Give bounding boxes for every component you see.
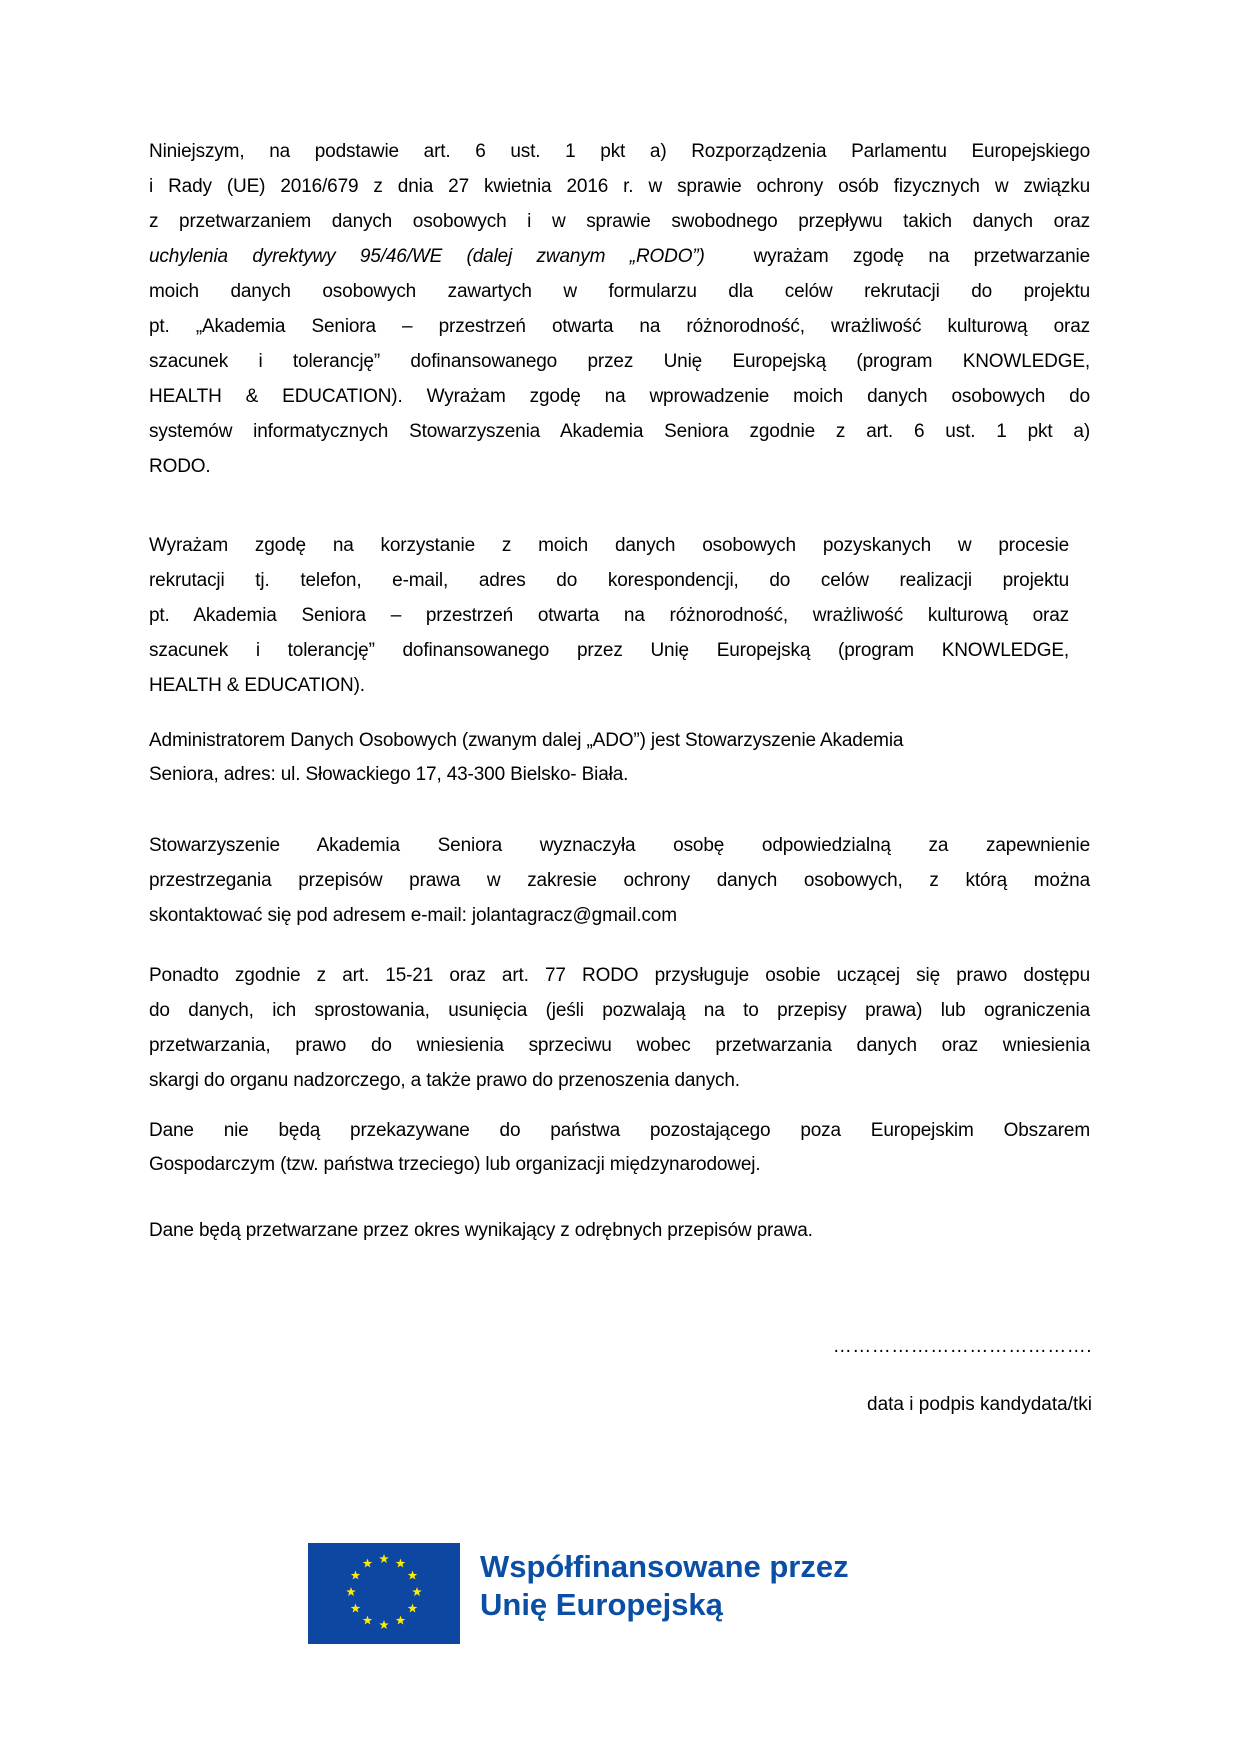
- rodo-definition-italic: uchylenia dyrektywy 95/46/WE (dalej zwanym „RODO”): [149, 246, 705, 267]
- text-line: z przetwarzaniem danych osobowych i w sprawie swobodnego przepływu takich danych oraz: [149, 211, 1090, 232]
- text-line: Gospodarczym (tzw. państwa trzeciego) lub organizacji międzynarodowej.: [149, 1154, 761, 1175]
- text-line: i Rady (UE) 2016/679 z dnia 27 kwietnia 2016 r. w sprawie ochrony osób fizycznych w związku: [149, 176, 1090, 197]
- text-line: HEALTH & EDUCATION). Wyrażam zgodę na wprowadzenie moich danych osobowych do: [149, 386, 1090, 407]
- text-line: Niniejszym, na podstawie art. 6 ust. 1 pkt a) Rozporządzenia Parlamentu Europejskiego: [149, 141, 1090, 162]
- text-line: [149, 239, 1090, 274]
- text-line: Ponadto zgodnie z art. 15-21 oraz art. 77 RODO przysługuje osobie uczącej się prawo dostępu: [149, 965, 1090, 986]
- text-line: moich danych osobowych zawartych w formularzu dla celów rekrutacji do projektu: [149, 281, 1090, 302]
- eu-flag-icon: [308, 1543, 460, 1644]
- text-line: przestrzegania przepisów prawa w zakresie ochrony danych osobowych, z którą można: [149, 870, 1090, 891]
- text-line: do danych, ich sprostowania, usunięcia (jeśli pozwalają na to przepisy prawa) lub ograniczenia: [149, 1000, 1090, 1021]
- text-line: HEALTH & EDUCATION).: [149, 675, 365, 696]
- text-line: przetwarzania, prawo do wniesienia sprzeciwu wobec przetwarzania danych oraz wniesienia: [149, 1035, 1090, 1056]
- text-line: Administratorem Danych Osobowych (zwanym dalej „ADO”) jest Stowarzyszenie Akademia: [149, 730, 904, 751]
- rights-paragraph: [149, 958, 1090, 1098]
- signature-line: ………………………………….: [832, 1336, 1092, 1357]
- text-line: Dane nie będą przekazywane do państwa pozostającego poza Europejskim Obszarem: [149, 1120, 1090, 1141]
- text-line: Wyrażam zgodę na korzystanie z moich danych osobowych pozyskanych w procesie: [149, 535, 1069, 556]
- eu-cofinanced-label: [480, 1548, 849, 1624]
- retention-paragraph: [149, 1213, 1090, 1248]
- text-line: systemów informatycznych Stowarzyszenia Akademia Seniora zgodnie z art. 6 ust. 1 pkt a): [149, 421, 1090, 442]
- text-line: Dane będą przetwarzane przez okres wynikający z odrębnych przepisów prawa.: [149, 1220, 813, 1241]
- consent-paragraph-rodo: [149, 134, 1090, 484]
- text-line: pt. Akademia Seniora – przestrzeń otwarta na różnorodność, wrażliwość kulturową oraz: [149, 605, 1069, 626]
- eu-label-line-2: Unię Europejską: [480, 1587, 723, 1622]
- text-line: pt. „Akademia Seniora – przestrzeń otwarta na różnorodność, wrażliwość kulturową oraz: [149, 316, 1090, 337]
- text-line: RODO.: [149, 456, 211, 477]
- text-line: skargi do organu nadzorczego, a także prawo do przenoszenia danych.: [149, 1070, 740, 1091]
- text-line: szacunek i tolerancję” dofinansowanego przez Unię Europejską (program KNOWLEDGE,: [149, 640, 1069, 661]
- text-line: Seniora, adres: ul. Słowackiego 17, 43-300 Bielsko- Biała.: [149, 764, 629, 785]
- text-line: szacunek i tolerancję” dofinansowanego przez Unię Europejską (program KNOWLEDGE,: [149, 351, 1090, 372]
- eu-label-line-1: Współfinansowane przez: [480, 1549, 849, 1584]
- signature-label: data i podpis kandydata/tki: [867, 1394, 1092, 1415]
- consent-paragraph-contact-data: [149, 528, 1069, 703]
- text-line: Stowarzyszenie Akademia Seniora wyznaczyła osobę odpowiedzialną za zapewnienie: [149, 835, 1090, 856]
- data-protection-officer-paragraph: [149, 828, 1090, 933]
- text-line: skontaktować się pod adresem e-mail: jolantagracz@gmail.com: [149, 905, 677, 926]
- text-fragment: wyrażam zgodę na przetwarzanie: [753, 246, 1090, 267]
- administrator-paragraph: [149, 724, 1090, 792]
- transfer-paragraph: [149, 1114, 1090, 1182]
- text-line: rekrutacji tj. telefon, e-mail, adres do korespondencji, do celów realizacji projektu: [149, 570, 1069, 591]
